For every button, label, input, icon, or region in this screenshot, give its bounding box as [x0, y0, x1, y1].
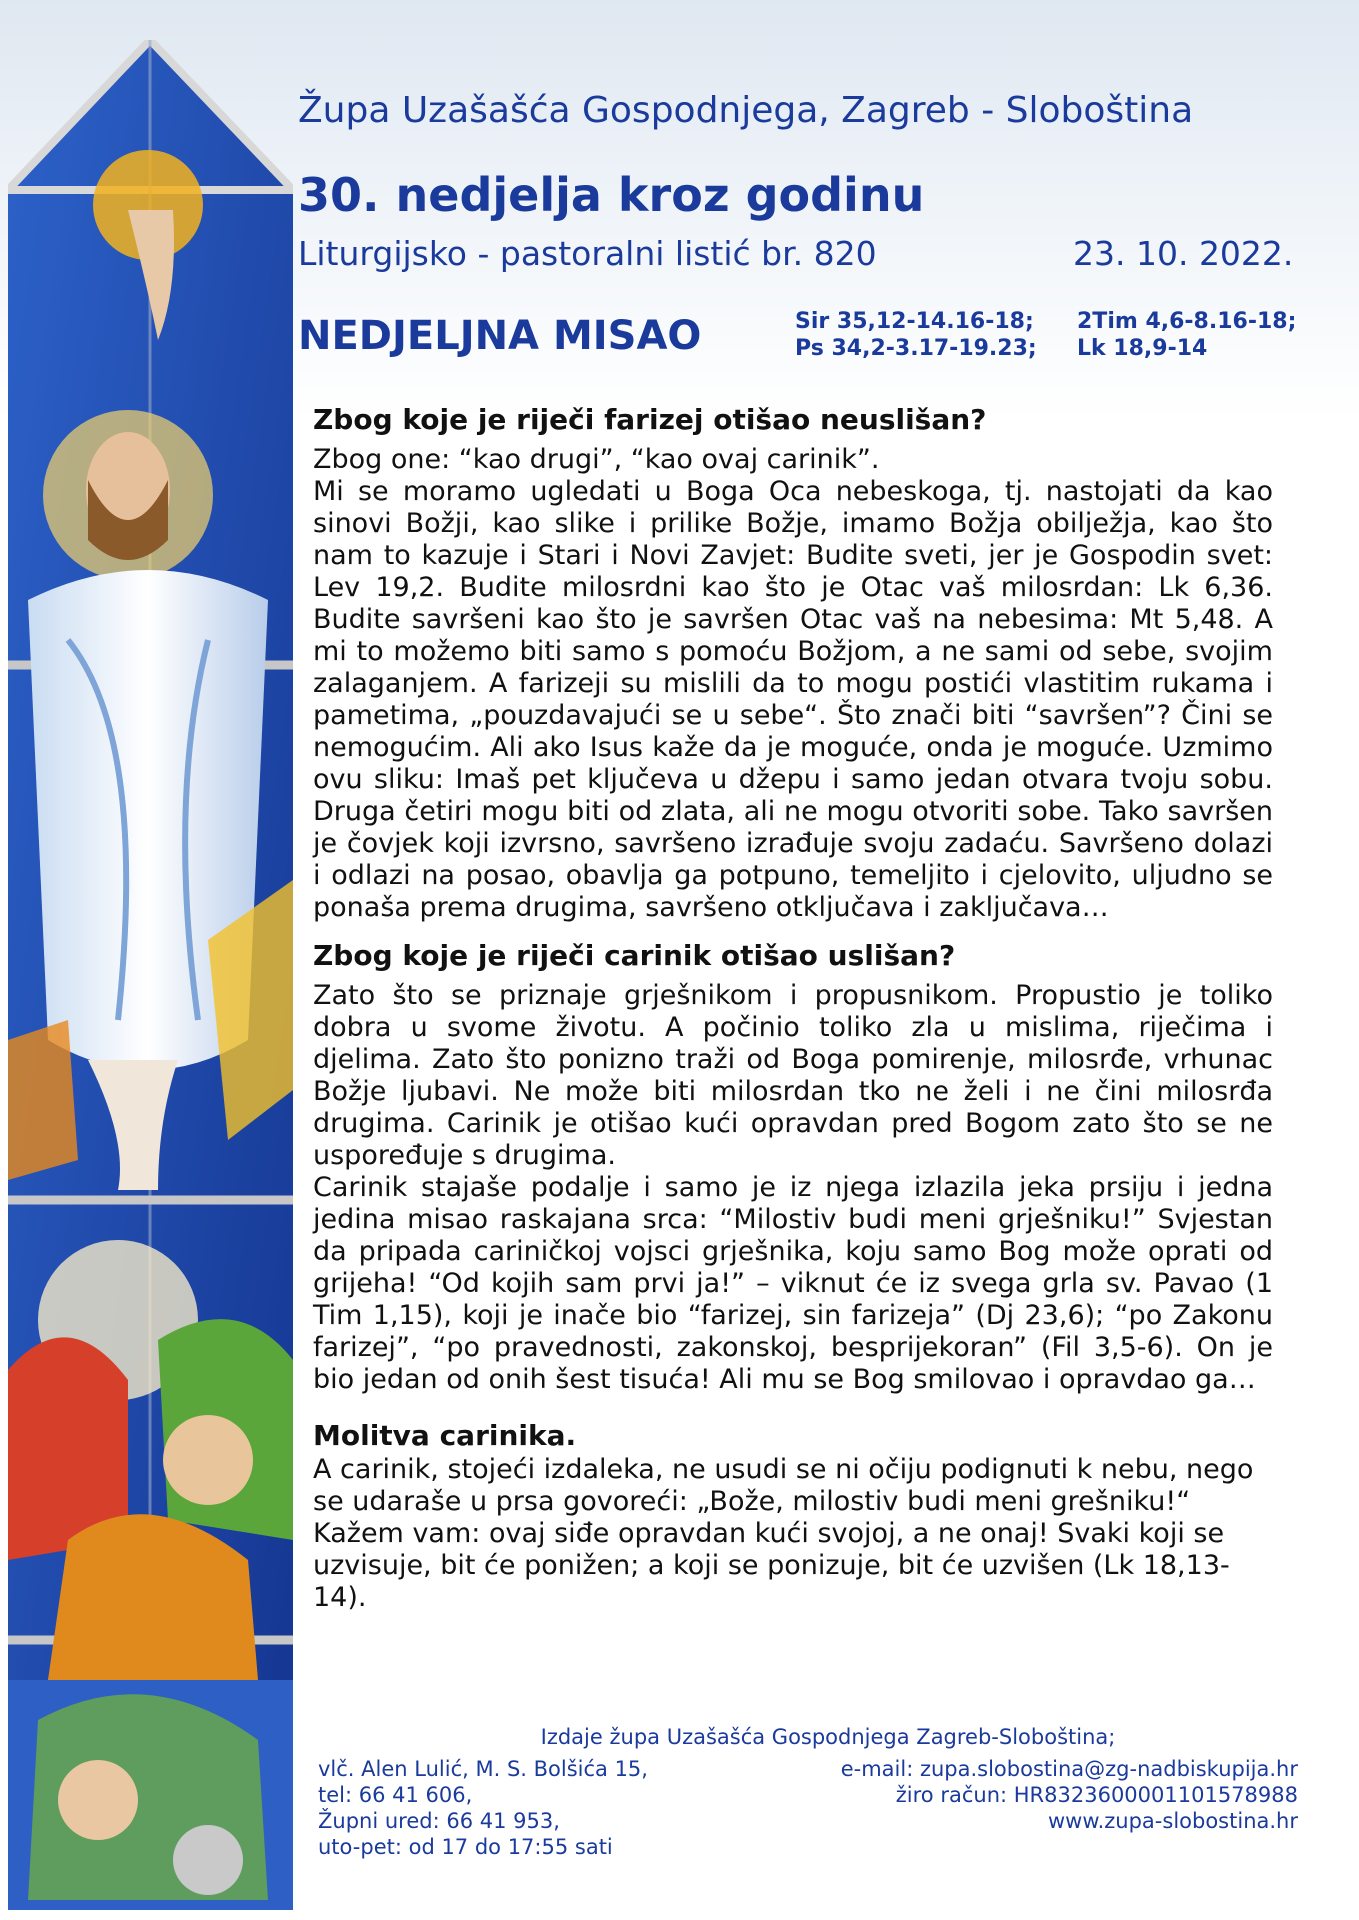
- website: www.zupa-slobostina.hr: [1048, 1809, 1298, 1833]
- paragraph: A carinik, stojeći izdaleka, ne usudi se ni očiju podignuti k nebu, nego se udaraše u prsa govoreći: „Bože, milostiv budi meni grešniku!“ Kažem vam: ovaj siđe opravdan kući svojoj, a ne onaj! Svaki koji se uzvisuje, bit će ponižen; a koji se ponizuje, bit će uzvišen (Lk 18,13-14).: [313, 1454, 1254, 1613]
- readings: [795, 308, 1296, 362]
- email: e-mail: zupa.slobostina@zg-nadbiskupija.hr: [840, 1757, 1298, 1781]
- question-heading: Zbog koje je riječi farizej otišao neuslišan?: [313, 403, 987, 436]
- leaflet-number: Liturgijsko - pastoralni listić br. 820: [298, 234, 877, 273]
- stained-glass-window-image: [8, 40, 293, 1910]
- section-title: NEDJELJNA MISAO: [298, 313, 702, 359]
- publisher: Izdaje župa Uzašašća Gospodnjega Zagreb-Sloboština;: [540, 1725, 1116, 1749]
- parish-office-phone: Župni ured: 66 41 953,: [318, 1809, 560, 1833]
- paragraph: Carinik stajaše podalje i samo je iz njega izlazila jeka prsiju i jedna jedina misao raskajana srca: “Milostiv budi meni grješniku!” Svjestan da pripada cariničkoj vojsci grješnika, koju samo Bog može oprati od grijeha! “Od kojih sam prvi ja!” – viknut će iz svega grla sv. Pavao (1 Tim 1,15), koji je inače bio “farizej, sin farizeja” (Dj 23,6); “po Zakonu farizej”, “po pravednosti, zakonskoj, besprijekoran” (Fil 3,5-6). On je bio jedan od onih šest tisuća! Ali mu se Bog smilovao i opravdao ga…: [313, 1172, 1273, 1395]
- footer-contact-left: [318, 1756, 648, 1860]
- phone: tel: 66 41 606,: [318, 1783, 473, 1807]
- leaflet-date: 23. 10. 2022.: [1073, 234, 1294, 273]
- paragraph: Mi se moramo ugledati u Boga Oca nebeskoga, tj. nastojati da kao sinovi Božji, kao slike i prilike Božje, imamo Božja obilježja, kao što nam to kazuje i Stari i Novi Zavjet: Budite sveti, jer je Gospodin svet: Lev 19,2. Budite milosrdni kao što je Otac vaš milosrdan: Lk 6,36. Budite savršeni kao što je savršen Otac vaš na nebesima: Mt 5,48. A mi to možemo biti samo s pomoću Božjom, a ne sami od sebe, svojim zalaganjem. A farizeji su mislili da to mogu postići vlastitim rukama i pametima, „pouzdavajući se u sebe“. Što znači biti “savršen”? Čini se nemogućim. Ali ako Isus kaže da je moguće, onda je moguće. Uzmimo ovu sliku: Imaš pet ključeva u džepu i samo jedan otvara tvoju sobu. Druga četiri mogu biti od zlata, ali ne mogu otvoriti sobe. Tako savršen je čovjek koji izvrsno, savršeno izrađuje svoju zadaću. Savršeno dolazi i odlazi na posao, obavlja ga potpuno, temeljito i cjelovito, uljudno se ponaša prema drugima, savršeno otključava i zaključava…: [313, 476, 1273, 923]
- footer-contact-right: [841, 1756, 1298, 1860]
- paragraph: Zato što se priznaje grješnikom i propusnikom. Propustio je toliko dobra u svome životu. A počinio toliko zla u mislima, riječima i djelima. Zato što ponizno traži od Boga pomirenje, milosrđe, vrhunac Božje ljubavi. Ne može biti milosrdan tko ne želi i ne čini milosrđa drugima. Carinik je otišao kući opravdan pred Bogom zato što se ne uspoređuje s drugima.: [313, 980, 1273, 1171]
- reading-3: Ps 34,2-3.17-19.23;: [795, 336, 1037, 361]
- article: [313, 402, 1273, 1614]
- bank-account: žiro račun: HR8323600001101578988: [895, 1783, 1298, 1807]
- parish-name: Župa Uzašašća Gospodnjega, Zagreb - Sloboština: [298, 90, 1194, 131]
- reading-1: Sir 35,12-14.16-18;: [795, 309, 1034, 334]
- office-hours: uto-pet: od 17 do 17:55 sati: [318, 1835, 613, 1859]
- reading-4: Lk 18,9-14: [1077, 336, 1208, 361]
- prayer-heading: Molitva carinika.: [313, 1419, 577, 1452]
- question-heading: Zbog koje je riječi carinik otišao uslišan?: [313, 939, 956, 972]
- paragraph: Zbog one: “kao drugi”, “kao ovaj carinik”.: [313, 444, 880, 475]
- reading-2: 2Tim 4,6-8.16-18;: [1077, 309, 1297, 334]
- sunday-title: 30. nedjelja kroz godinu: [298, 168, 925, 222]
- footer: [318, 1724, 1298, 1860]
- pastor-address: vlč. Alen Lulić, M. S. Bolšića 15,: [318, 1757, 648, 1781]
